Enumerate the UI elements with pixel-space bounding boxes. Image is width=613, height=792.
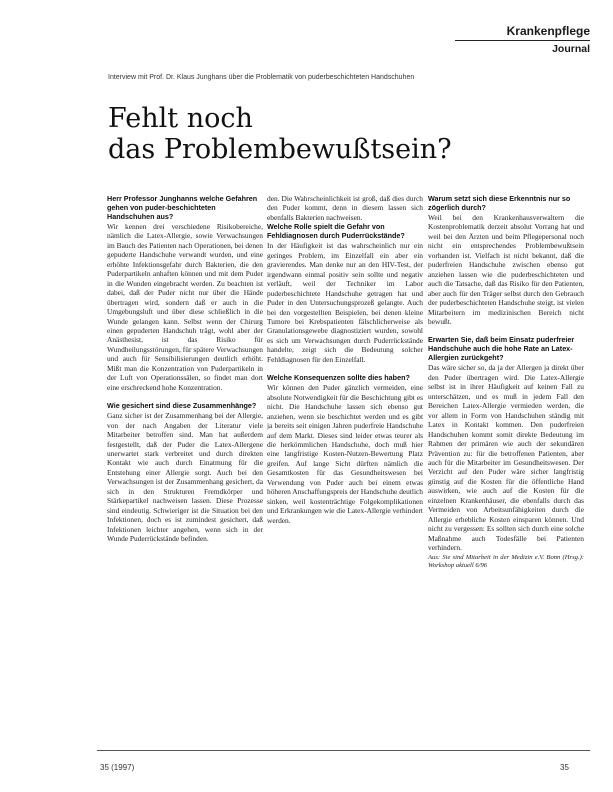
question-6: Erwarten Sie, daß beim Einsatz puderfreier Handschuhe auch die hohe Rate an Latex-Allergien zurückgeht? [428,335,575,363]
answer-6: Das wäre sicher so, da ja der Allergen ja direkt über den Puder übertragen wird. Die Latex-Allergie selbst ist in ihrer Häufigkeit auf keinen Fall zu unterschätzen, und es muß in jedem Fall den Bereichen Latex-Allergie vermieden werden, die vor allem in Form von Handschuhen ständig mit Latex in Kontakt kommen. Den puderfreien Handschuhen kommt somit direkte Bedeutung im Rahmen der primären wie auch der sekundären Prävention zu: für die betroffenen Patienten, aber auch für die Mitarbeiter im Gesundheitswesen. Der Verzicht auf den Puder wäre sicher langfristig günstig auf die Kosten für die öffentliche Hand auswirken, wie auch auf die Kosten für die einzelnen Krankenhäuser, die ebenfalls durch das Vermeiden von Arbeitsunfähigkeiten durch die Allergie erhebliche Kosten einsparen können. Und nicht zu vergessen: Es sollten sich durch eine solche Maßnahme auch Todesfälle bei Patienten verhindern. [428,363,584,553]
source-note: Aus: Sie sind Mitarbeit in der Medizin e.V. Bonn (Hrsg.): Workshop aktuell 6/96 [428,553,584,569]
page-number: 35 [560,763,569,772]
answer-2: Ganz sicher ist der Zusammenhang bei der Allergie, von der nach Angaben der Literatur viele Mitarbeiter betroffen sind. Man hat außerdem festgestellt, daß der Puder die Latex-Allergene unerwartet stark verbreitet und durch direkten Kontakt wie auch durch Einatmung für die Entstehung einer Allergie sorgt. Auch bei den Verwachsungen ist der Zusammenhang gesichert, da sich in den Strukturen Fremdkörper und Stärkepartikel nachweisen lassen. Diese Prozesse sind eindeutig. Schwieriger ist die Situation bei den Infektionen, doch es ist zumindest gesichert, daß Infektionen leichter angehen, wenn sich in der Wunde Puderrückstände befinden. [107,411,263,544]
answer-2-continued: den. Die Wahrscheinlichkeit ist groß, daß dies durch den Puder kommt, denn in diesem lassen sich ebenfalls Bakterien nachweisen. [267,194,423,222]
subsection-label: Journal [552,43,590,55]
column-2 [267,194,423,525]
title-line-1: Fehlt noch [108,103,253,134]
question-5: Warum setzt sich diese Erkenntnis nur so zögerlich durch? [428,194,571,212]
header-rule [455,40,590,41]
question-3: Welche Rolle spielt die Gefahr von Fehldiagnosen durch Puderrückstände? [267,222,405,241]
section-label: Krankenpflege [506,24,590,38]
issue-number: 35 (1997) [100,763,135,772]
question-2: Wie gesichert sind diese Zusammenhänge? [107,401,257,411]
question-1: Herr Professor Junghanns welche Gefahren gehen von puder-beschichteten Handschuhen aus? [107,194,258,221]
article-title [108,103,568,165]
title-line-2: das Problembewußtsein? [108,134,452,165]
column-1 [107,194,263,544]
column-3 [428,194,584,570]
answer-5: Weil bei den Krankenhausverwaltern die Kostenproblematik derzeit absolut Vorrang hat und weil bei den Ärzten und beim Pflegepersonal noch nicht ein entsprechendes Problembewußtsein vorhanden ist. Vielfach ist nicht bekannt, daß die puderfreien Handschuhe zwischen ebenso gut anziehen lassen wie die puderbeschichteten und auch die Tatsache, daß das Risiko für den Patienten, aber auch für den Träger selbst durch den Gebrauch der puderbeschichteten Handschuhe steigt, ist vielen Mitarbeitern im medizinischen Bereich nicht bewußt. [428,213,584,326]
interview-intro: Interview mit Prof. Dr. Klaus Junghans über die Problematik von puderbeschichteten Handschuhen [108,74,415,81]
footer-rule [97,750,590,751]
answer-4: Wir können den Puder gänzlich vermeiden, eine absolute Notwendigkeit für die Beschichtung gibt es nicht. Die Handschuhe lassen sich ebenso gut anziehen, wenn sie beschichtet werden und es gibt ja bereits seit einigen Jahren puderfreie Handschuhe auf dem Markt. Dieses sind leider etwas teurer als die herkömmlichen Handschuhe, doch muß hier eine langfristige Kosten-Nutzen-Bewertung Platz greifen. Auf lange Sicht dürften nämlich die Gesamtkosten für das Gesundheitswesen bei Verwendung von Puder auch bei einem etwas höheren Anschaffungspreis der Handschuhe deutlich sinken, weil kostenträchtige Folgekomplikationen und Erkrankungen wie die Latex-Allergie verhindert werden. [267,383,423,525]
answer-1: Wir kennen drei verschiedene Risikobereiche, nämlich die Latex-Allergie, sowie Verwachsungen im Bauch des Patienten nach Operationen, bei denen gepuderte Handschuhe verwandt wurden, und eine erhöhte Infektionsgefahr durch Bakterien, die den Puderpartikeln anhaften können und mit dem Puder in die Wunden eingebracht werden. Zu beachten ist dabei, daß der Puder nicht nur über die Hände übertragen wird, sondern daß er auch in die Umgebungsluft und über diese schließlich in die Wunde gelangen kann. Selbst wenn der Chirurg einen gepuderten Handschuh trägt, wohl aber der Anästhesist, ist das Risiko für Wundheilungsstörungen, für spätere Verwachsungen und auch für Sensibilisierungen deutlich erhöht. Mißt man die Konzentration von Puderpartikeln in der Luft von Operationssälen, so findet man dort eine erschreckend hohe Konzentration. [107,222,263,392]
question-4: Welche Konsequenzen sollte dies haben? [267,373,410,383]
answer-3: In der Häufigkeit ist das wahrscheinlich nur ein geringes Problem, im Einzelfall ein aber ein gravierendes. Man denke nur an den HIV-Test, der irgendwann einmal positiv sein sollte und negativ verläuft, weil der Techniker im Labor puderbeschichtete Handschuhe getragen hat und Puder in den Untersuchungsprozeß gelangte. Auch bei den vorgestellten Beispielen, bei denen kleine Tumore bei Krebspatienten fälschlicherweise als Granulationsgewebe diagnostiziert wurden, sowohl es sich um Verwachsungen durch Puderrückstände handelte, zeigt sich die Bedeutung solcher Fehldiagnosen für den Einzelfall. [267,241,423,364]
